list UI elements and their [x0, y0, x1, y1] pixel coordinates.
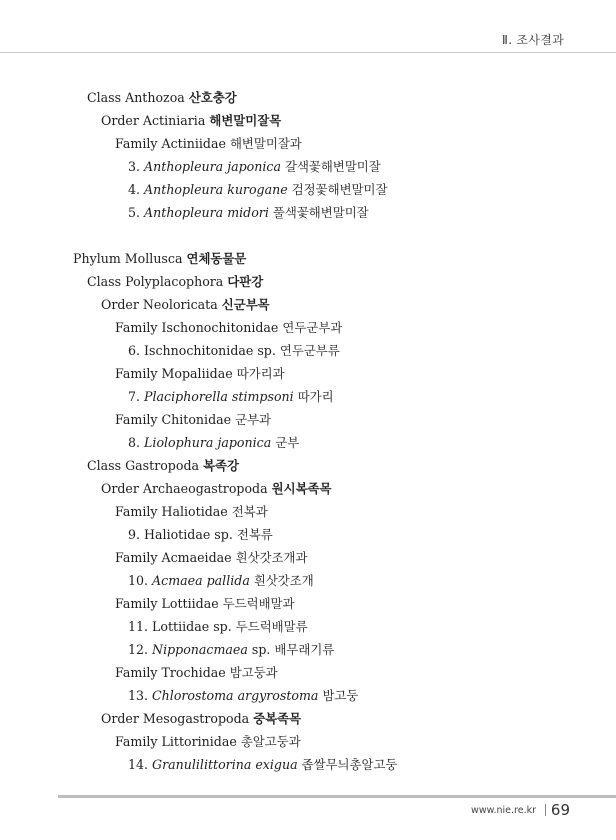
footer-separator	[545, 804, 546, 816]
species-item	[128, 642, 334, 658]
species-item	[128, 389, 334, 405]
item-number: 12.	[128, 642, 149, 657]
taxon-family	[115, 136, 302, 152]
footer-divider	[58, 795, 616, 798]
taxon-class	[87, 90, 237, 106]
taxon-order	[101, 297, 270, 313]
section-header: Ⅱ. 조사결과	[501, 33, 564, 47]
korean-name: 풀색꽃해변말미잘	[272, 205, 369, 220]
korean-name: 연두군부류	[279, 343, 340, 358]
korean-name: 두드럭배말류	[235, 619, 308, 634]
scientific-name: Haliotidae sp.	[144, 527, 233, 542]
species-item	[128, 159, 381, 175]
latin-name: Family Mopaliidae	[115, 366, 233, 381]
korean-name: 원시복족목	[271, 481, 332, 496]
species-item	[128, 205, 369, 221]
scientific-name: Nipponacmaea	[152, 642, 248, 657]
item-number: 6.	[128, 343, 141, 358]
latin-name: Class Gastropoda	[87, 458, 200, 473]
taxon-family	[115, 366, 285, 382]
korean-name: 따가리	[297, 389, 334, 404]
taxon-family	[115, 412, 271, 428]
korean-name: 흰삿갓조개	[253, 573, 314, 588]
korean-name: 군부	[275, 435, 300, 450]
scientific-name: Anthopleura japonica	[144, 159, 281, 174]
korean-name: 연체동물문	[186, 251, 247, 266]
taxon-family	[115, 596, 295, 612]
footer-url: www.nie.re.kr	[471, 805, 536, 816]
taxon-order	[101, 481, 332, 497]
latin-name: Family Ischonochitonidae	[115, 320, 279, 335]
item-number: 9.	[128, 527, 141, 542]
taxon-class	[87, 458, 239, 474]
species-item	[128, 573, 314, 589]
taxon-phylum	[73, 251, 246, 267]
scientific-name: Anthopleura kurogane	[144, 182, 288, 197]
item-number: 5.	[128, 205, 141, 220]
korean-name: 밤고둥	[322, 688, 359, 703]
korean-name: 검정꽃해변말미잘	[291, 182, 388, 197]
korean-name: 총알고둥과	[240, 734, 301, 749]
latin-name: Phylum Mollusca	[73, 251, 183, 266]
scientific-name: Anthopleura midori	[144, 205, 269, 220]
scientific-name: Chlorostoma argyrostoma	[152, 688, 319, 703]
latin-name: Order Actiniaria	[101, 113, 206, 128]
korean-name: 신군부목	[221, 297, 270, 312]
species-abbrev: sp.	[251, 642, 271, 657]
taxon-family	[115, 665, 278, 681]
scientific-name: Acmaea pallida	[152, 573, 250, 588]
korean-name: 해변말미잘과	[229, 136, 302, 151]
taxon-order	[101, 113, 281, 129]
species-item	[128, 757, 397, 773]
korean-name: 밤고둥과	[229, 665, 278, 680]
latin-name: Order Neoloricata	[101, 297, 218, 312]
scientific-name: Granulilittorina exigua	[152, 757, 298, 772]
scientific-name: Placiphorella stimpsoni	[144, 389, 294, 404]
species-item	[128, 435, 299, 451]
header-divider	[0, 52, 616, 53]
korean-name: 다판강	[227, 274, 264, 289]
latin-name: Family Chitonidae	[115, 412, 232, 427]
latin-name: Family Haliotidae	[115, 504, 228, 519]
korean-name: 두드럭배말과	[222, 596, 295, 611]
scientific-name: Liolophura japonica	[144, 435, 272, 450]
page-number: 69	[550, 801, 570, 819]
item-number: 11.	[128, 619, 149, 634]
latin-name: Family Acmaeidae	[115, 550, 232, 565]
scientific-name: Lottiidae sp.	[152, 619, 232, 634]
taxon-order	[101, 711, 301, 727]
item-number: 13.	[128, 688, 149, 703]
taxon-family	[115, 504, 268, 520]
scientific-name: Ischnochitonidae sp.	[144, 343, 276, 358]
item-number: 10.	[128, 573, 149, 588]
latin-name: Family Lottiidae	[115, 596, 219, 611]
species-item	[128, 688, 358, 704]
item-number: 3.	[128, 159, 141, 174]
korean-name: 갈색꽃해변말미잘	[284, 159, 381, 174]
item-number: 8.	[128, 435, 141, 450]
item-number: 14.	[128, 757, 149, 772]
korean-name: 좁쌀무늬총알고둥	[301, 757, 398, 772]
korean-name: 전복류	[236, 527, 273, 542]
korean-name: 배무래기류	[274, 642, 335, 657]
species-item	[128, 343, 340, 359]
item-number: 7.	[128, 389, 141, 404]
korean-name: 산호충강	[188, 90, 237, 105]
taxon-family	[115, 734, 301, 750]
korean-name: 복족강	[203, 458, 239, 473]
korean-name: 중복족목	[253, 711, 302, 726]
taxon-family	[115, 320, 342, 336]
latin-name: Family Trochidae	[115, 665, 226, 680]
korean-name: 연두군부과	[282, 320, 343, 335]
species-item	[128, 182, 387, 198]
latin-name: Class Polyplacophora	[87, 274, 224, 289]
species-item	[128, 619, 308, 635]
latin-name: Family Actiniidae	[115, 136, 226, 151]
latin-name: Order Archaeogastropoda	[101, 481, 268, 496]
taxon-family	[115, 550, 307, 566]
korean-name: 전복과	[231, 504, 268, 519]
item-number: 4.	[128, 182, 141, 197]
latin-name: Order Mesogastropoda	[101, 711, 250, 726]
latin-name: Class Anthozoa	[87, 90, 185, 105]
korean-name: 군부과	[235, 412, 272, 427]
species-item	[128, 527, 273, 543]
latin-name: Family Littorinidae	[115, 734, 237, 749]
korean-name: 해변말미잘목	[209, 113, 282, 128]
taxon-class	[87, 274, 263, 290]
korean-name: 흰삿갓조개과	[235, 550, 308, 565]
korean-name: 따가리과	[236, 366, 285, 381]
